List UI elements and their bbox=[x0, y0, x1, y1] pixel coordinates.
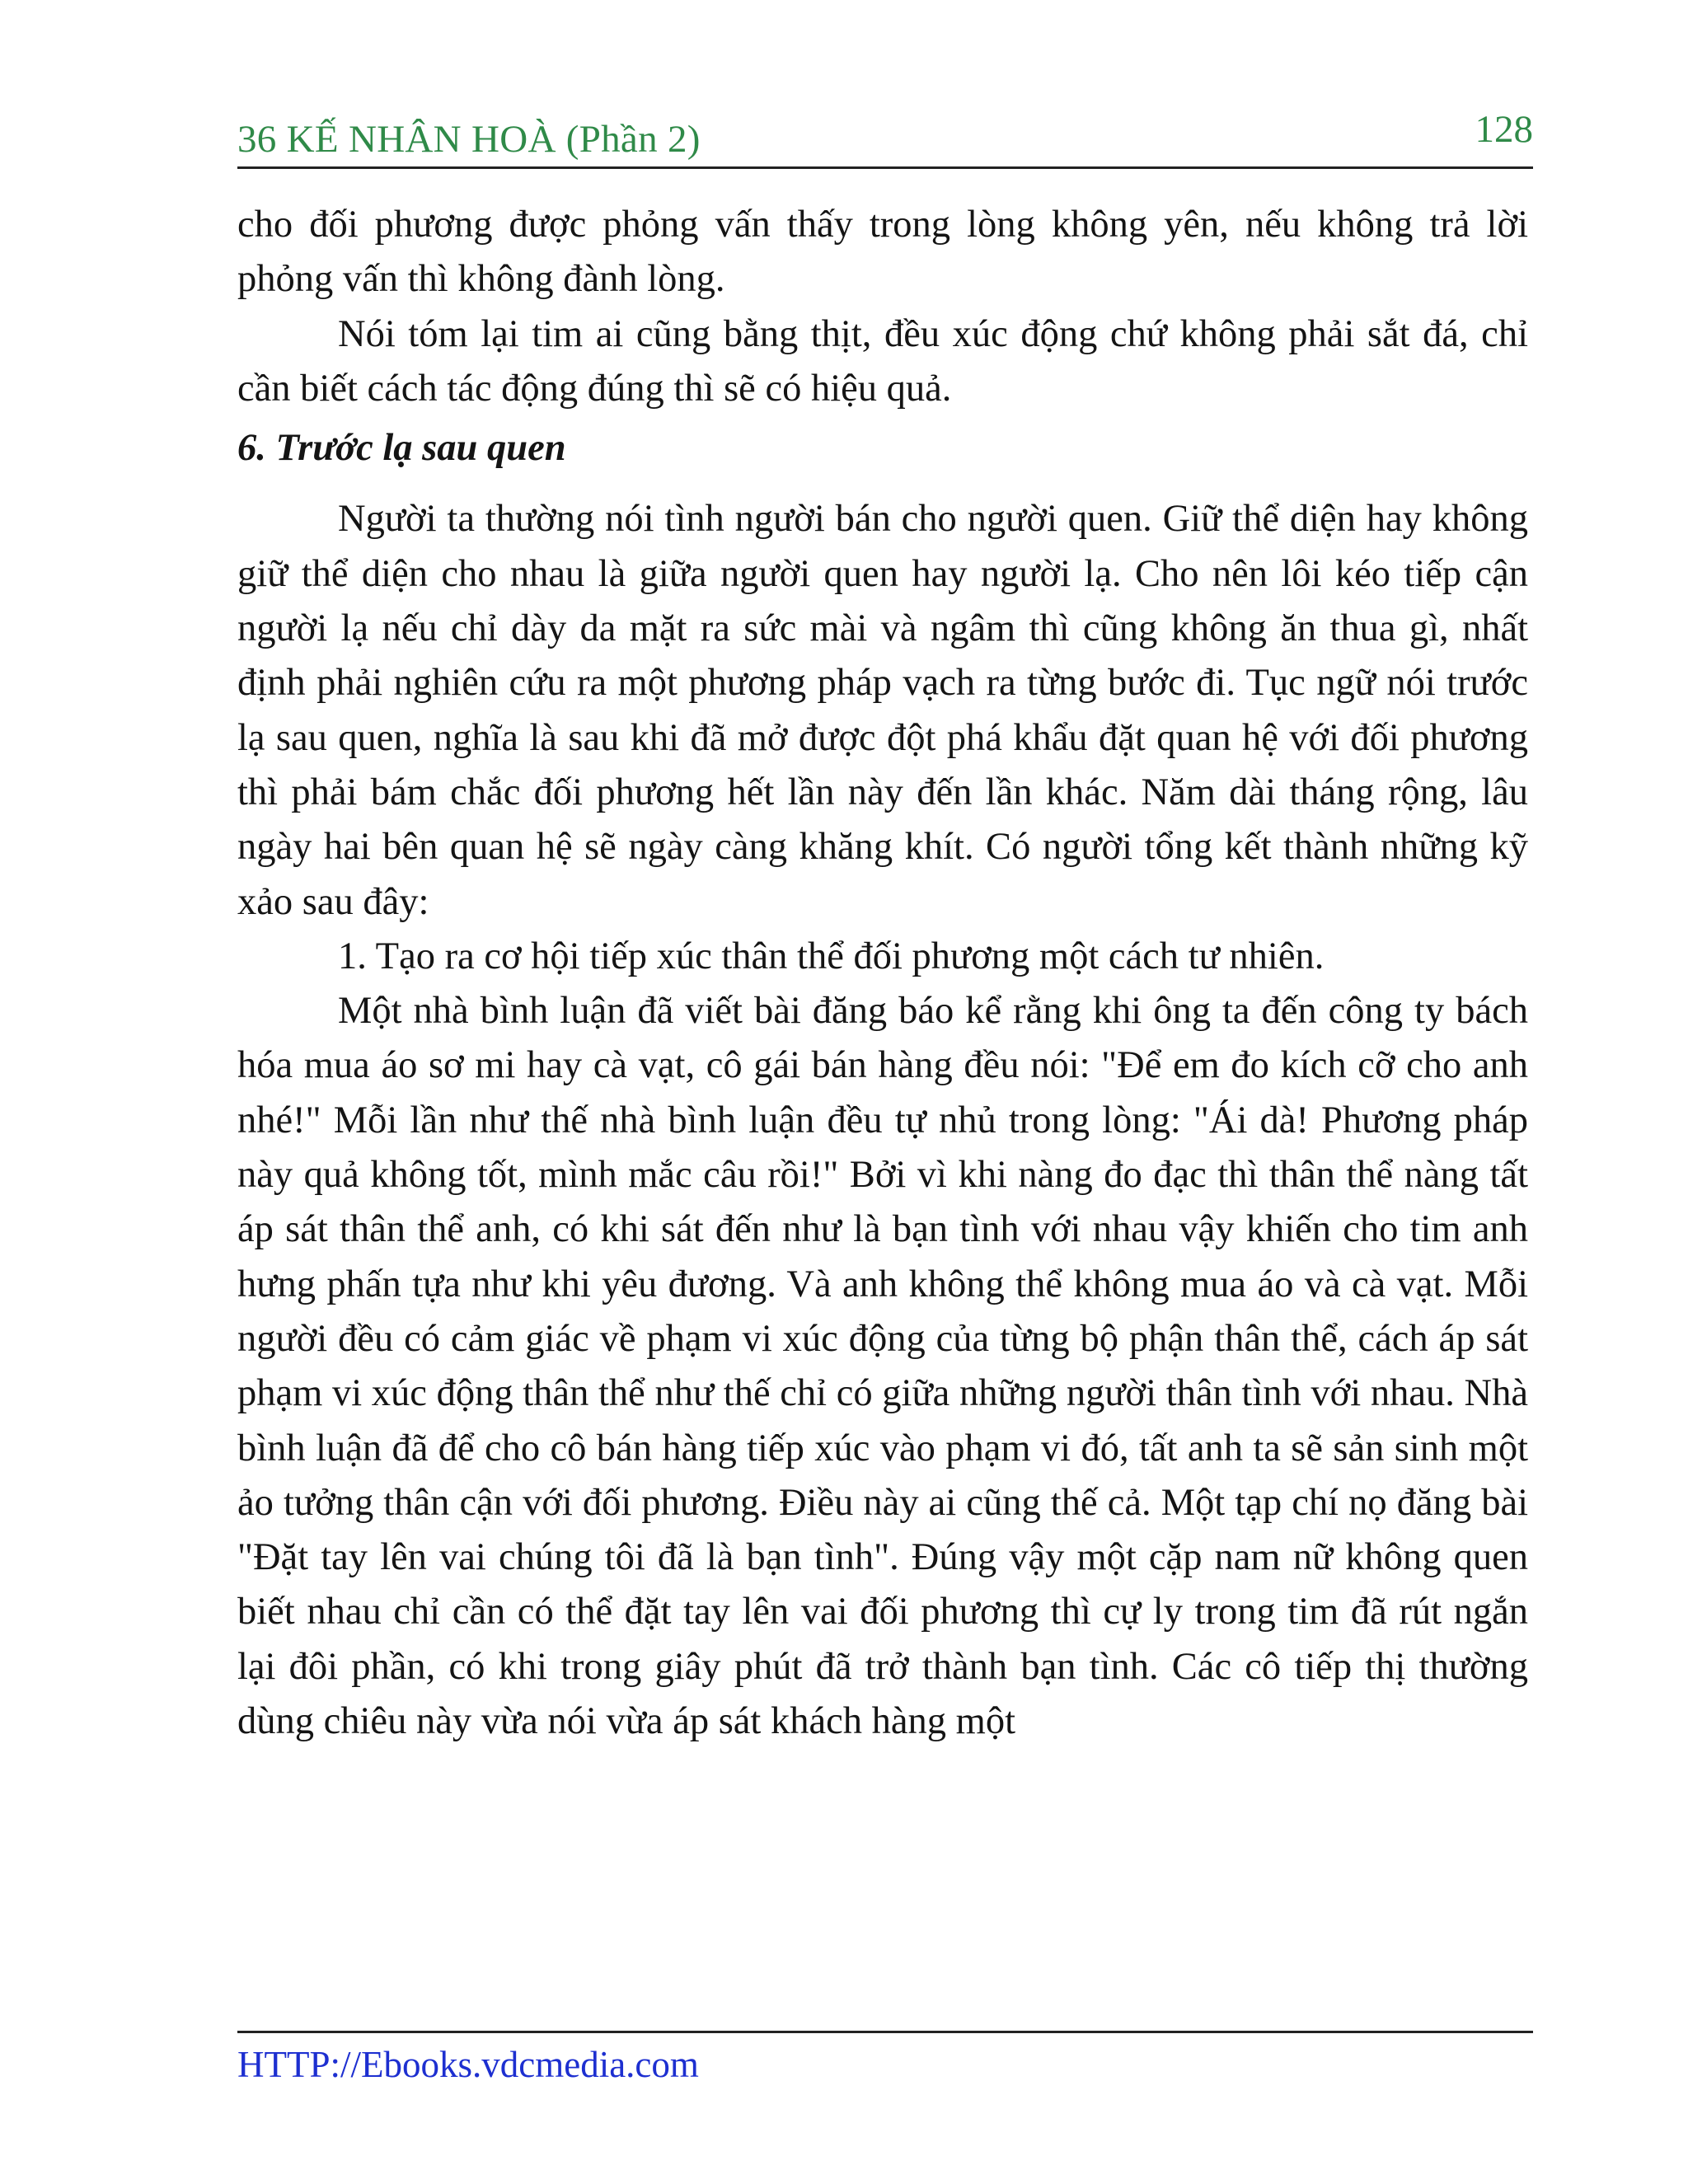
page-number: 128 bbox=[1475, 108, 1533, 151]
paragraph-intro: Người ta thường nói tình người bán cho người quen. Giữ thể diện hay không giữ thể diện cho nhau là giữa người quen hay người lạ. Cho nên lôi kéo tiếp cận người lạ nếu chỉ dày da mặt ra sức mài và ngâm thì cũng không ăn thua gì, nhất định phải nghiên cứu ra một phương pháp vạch ra từng bước đi. Tục ngữ nói trước lạ sau quen, nghĩa là sau khi đã mở được đột phá khẩu đặt quan hệ với đối phương thì phải bám chắc đối phương hết lần này đến lần khác. Năm dài tháng rộng, lâu ngày hai bên quan hệ sẽ ngày càng khăng khít. Có người tổng kết thành những kỹ xảo sau đây: bbox=[237, 498, 1528, 923]
page-footer bbox=[237, 2031, 1533, 2086]
book-title: 36 KẾ NHÂN HOÀ (Phần 2) bbox=[237, 118, 701, 161]
paragraph-example: Một nhà bình luận đã viết bài đăng báo kể rằng khi ông ta đến công ty bách hóa mua áo sơ mi hay cà vạt, cô gái bán hàng đều nói: "Để em đo kích cỡ cho anh nhé!" Mỗi lần như thế nhà bình luận đều tự nhủ trong lòng: "Ái dà! Phương pháp này quả không tốt, mình mắc câu rồi!" Bởi vì khi nàng đo đạc thì thân thể nàng tất áp sát thân thể anh, có khi sát đến như là bạn tình với nhau vậy khiến cho tim anh hưng phấn tựa như khi yêu đương. Và anh không thể không mua áo và cà vạt. Mỗi người đều có cảm giác về phạm vi xúc động của từng bộ phận thân thể, cách áp sát phạm vi xúc động thân thể như thế chỉ có giữa những người thân tình với nhau. Nhà bình luận đã để cho cô bán hàng tiếp xúc vào phạm vi đó, tất anh ta sẽ sản sinh một ảo tưởng thân cận với đối phương. Điều này ai cũng thế cả. Một tạp chí nọ đăng bài "Đặt tay lên vai chúng tôi đã là bạn tình". Đúng vậy một cặp nam nữ không quen biết nhau chỉ cần có thể đặt tay lên vai đối phương thì cự ly trong tim đã rút ngắn lại đôi phần, có khi trong giây phút đã trở thành bạn tình. Các cô tiếp thị thường dùng chiêu này vừa nói vừa áp sát khách hàng một bbox=[237, 990, 1528, 1743]
paragraph-continuation: cho đối phương được phỏng vấn thấy trong lòng không yên, nếu không trả lời phỏng vấn thì không đành lòng. bbox=[237, 204, 1528, 301]
paragraph-summary: Nói tóm lại tim ai cũng bằng thịt, đều xúc động chứ không phải sắt đá, chỉ cần biết cách tác động đúng thì sẽ có hiệu quả. bbox=[237, 312, 1528, 410]
footer-website-link[interactable]: HTTP://Ebooks.vdcmedia.com bbox=[237, 2044, 699, 2085]
list-item: 1. Tạo ra cơ hội tiếp xúc thân thể đối phương một cách tư nhiên. bbox=[338, 935, 1325, 977]
section-heading: 6. Trước lạ sau quen bbox=[237, 427, 566, 470]
page-header bbox=[237, 99, 1533, 169]
page-body bbox=[237, 198, 1528, 1749]
